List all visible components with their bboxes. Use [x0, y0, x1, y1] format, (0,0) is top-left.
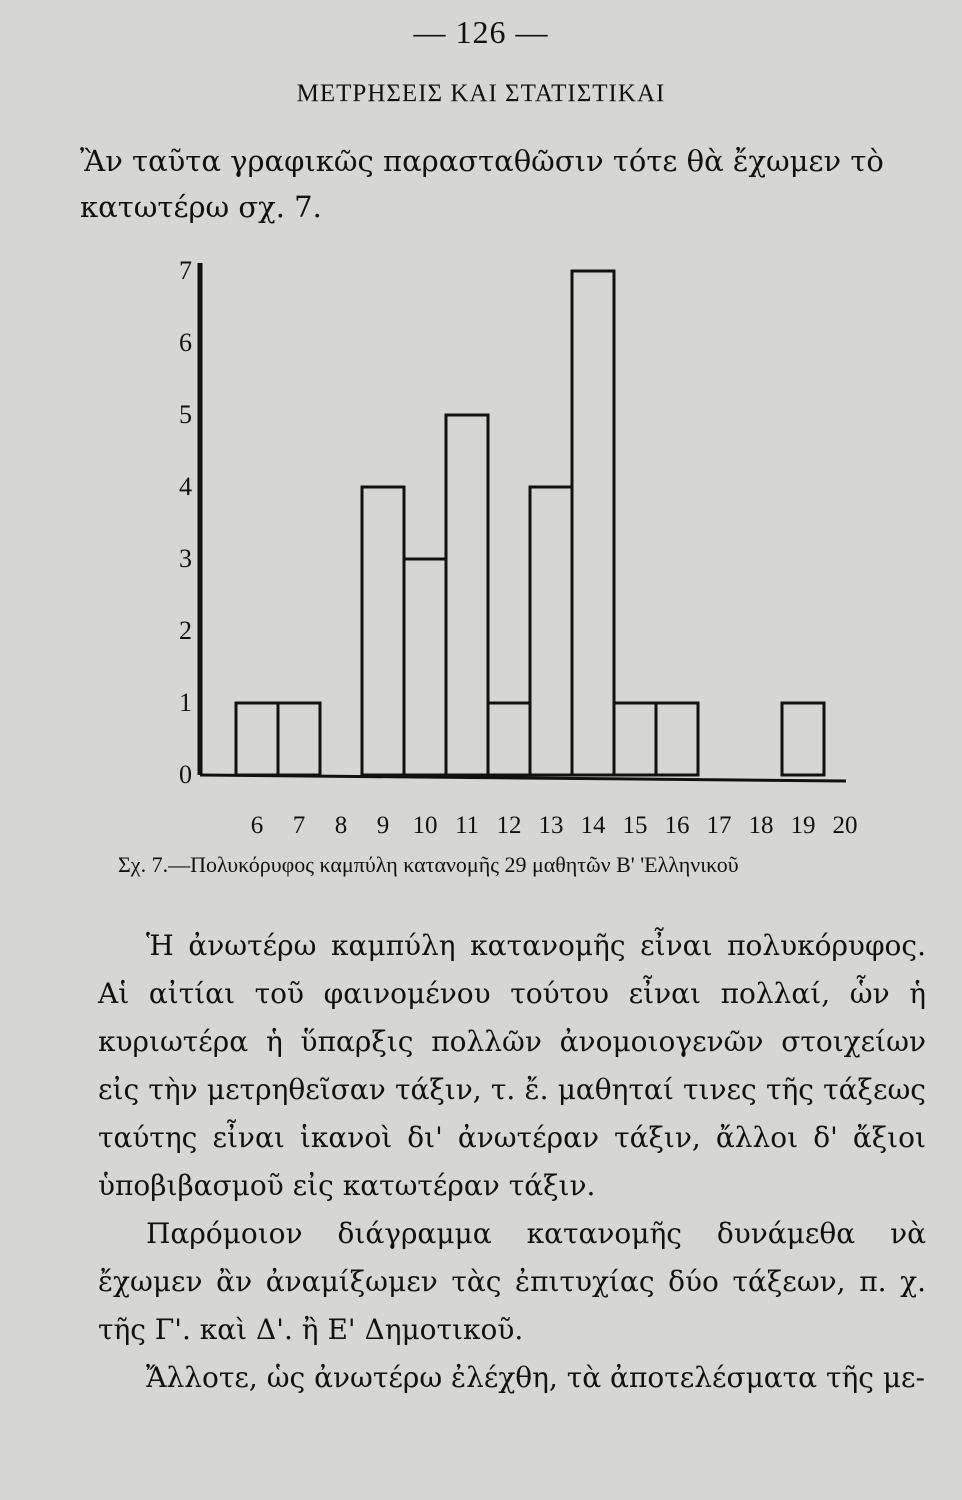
paragraph-2: Παρόμοιον διάγραμμα κατανομῆς δυνάμεθα νὰ ἔχωμεν ἂν ἀναμίξωμεν τὰς ἐπιτυχίας δύο τάξεων, π. χ. τῆς Γ'. καὶ Δ'. ἢ Ε' Δημοτικοῦ.: [98, 1217, 926, 1346]
x-tick-label: 8: [334, 812, 348, 839]
x-tick-label: 16: [664, 812, 690, 839]
y-tick-label: 6: [179, 328, 192, 357]
x-tick-label: 19: [790, 812, 816, 839]
x-tick-label: 7: [292, 812, 306, 839]
histogram-bar: [446, 415, 488, 775]
x-tick-label: 15: [622, 812, 648, 839]
figure-caption: Σχ. 7.—Πολυκόρυφος καμπύλη κατανομῆς 29 μαθητῶν Β' 'Ελληνικοῦ: [118, 852, 739, 877]
page-number: — 126 —: [413, 14, 549, 50]
y-tick-label: 7: [179, 256, 192, 285]
histogram-bar: [278, 703, 320, 775]
x-tick-label: 18: [748, 812, 774, 839]
x-tick-label: 17: [706, 812, 732, 839]
y-tick-label: 3: [179, 544, 192, 573]
y-tick-label: 1: [179, 688, 192, 717]
histogram-bar: [656, 703, 698, 775]
histogram-bar: [530, 487, 572, 775]
histogram-bar: [572, 271, 614, 775]
x-tick-label: 20: [832, 812, 858, 839]
body-text: [98, 922, 926, 1402]
histogram-bar: [782, 703, 824, 775]
y-tick-label: 4: [179, 472, 192, 501]
x-tick-label: 9: [376, 812, 390, 839]
x-tick-label: 11: [454, 812, 480, 839]
histogram-bar: [488, 703, 530, 775]
y-tick-label: 0: [179, 760, 192, 789]
x-tick-label: 10: [412, 812, 438, 839]
x-tick-label: 12: [496, 812, 522, 839]
y-tick-label: 2: [179, 616, 192, 645]
histogram-bar: [236, 703, 278, 775]
x-tick-label: 14: [580, 812, 606, 839]
intro-paragraph: Ἂν ταῦτα γραφικῶς παρασταθῶσιν τότε θὰ ἔχωμεν τὸ κατωτέρω σχ. 7.: [80, 144, 884, 224]
paragraph-1: Ἡ ἀνωτέρω καμπύλη κατανομῆς εἶναι πολυκόρυφος. Αἱ αἰτίαι τοῦ φαινομένου τούτου εἶναι πολλαί, ὧν ἡ κυριωτέρα ἡ ὕπαρξις πολλῶν ἀνομοιογενῶν στοιχείων εἰς τὴν μετρηθεῖσαν τάξιν, τ. ἔ. μαθηταί τινες τῆς τάξεως ταύτης εἶναι ἱκανοὶ δι' ἀνωτέραν τάξιν, ἄλλοι δ' ἄξιοι ὑποβιβασμοῦ εἰς κατωτέραν τάξιν.: [98, 929, 926, 1202]
y-tick-label: 5: [179, 400, 192, 429]
x-tick-label: 6: [250, 812, 264, 839]
x-tick-label: 13: [538, 812, 564, 839]
paragraph-3: Ἄλλοτε, ὡς ἀνωτέρω ἐλέχθη, τὰ ἀποτελέσματα τῆς με-: [146, 1361, 925, 1394]
histogram-bar: [362, 487, 404, 775]
histogram-bar: [404, 559, 446, 775]
histogram-bar: [614, 703, 656, 775]
section-heading: ΜΕΤΡΗΣΕΙΣ ΚΑΙ ΣΤΑΤΙΣΤΙΚΑΙ: [296, 80, 666, 107]
histogram-chart: [150, 255, 910, 845]
